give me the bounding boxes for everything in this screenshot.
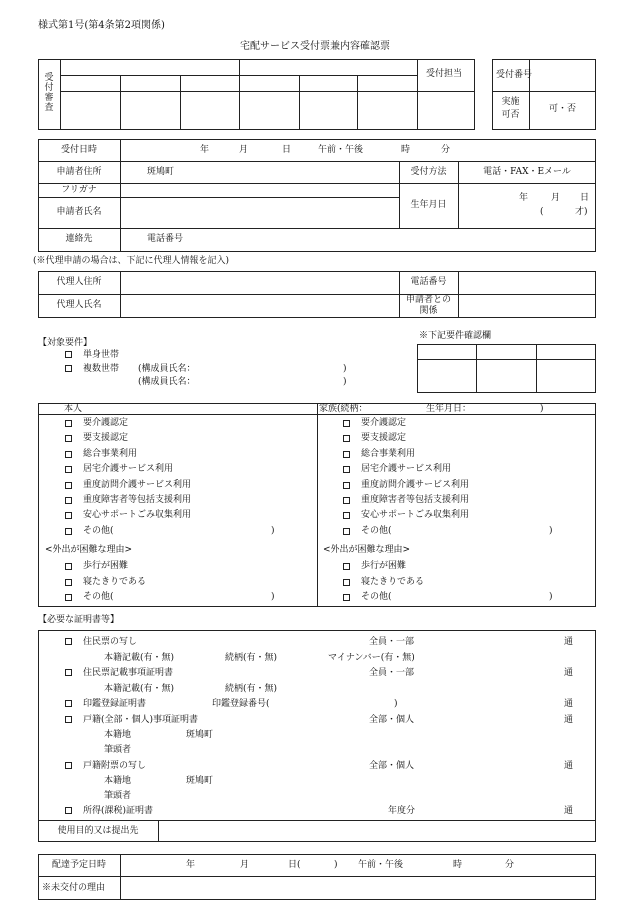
undelivered-label: ※未交付の理由 <box>42 883 106 893</box>
contact-value: 電話番号 <box>147 234 184 244</box>
certificates-title: 【必要な証明書等】 <box>38 615 120 625</box>
family-reason-item-checkbox[interactable] <box>343 563 350 570</box>
multi-household-label: 複数世帯 <box>83 364 120 374</box>
birth-year: 年 <box>519 193 529 203</box>
form-number: 様式第1号(第4条第2項関係) <box>38 20 165 31</box>
cert-resident-item-label: 住民票記載事項証明書 <box>83 668 174 678</box>
self-care-item-label: その他( <box>83 525 114 536</box>
date-day: 日 <box>282 145 292 155</box>
family-care-item-label: 総合事業利用 <box>361 448 416 459</box>
contact-label: 連絡先 <box>65 234 93 244</box>
agent-phone-label: 電話番号 <box>410 277 447 287</box>
family-care-item-close: ) <box>549 525 553 536</box>
cert-fuhyo-label: 戸籍附票の写し <box>83 761 147 771</box>
date-min: 分 <box>441 145 451 155</box>
self-care-item-label: 要支援認定 <box>83 433 129 444</box>
agent-note: (※代理申請の場合は、下記に代理人情報を記入) <box>33 256 230 266</box>
self-reason-item-label: 歩行が困難 <box>83 561 129 571</box>
family-care-item-checkbox[interactable] <box>343 435 350 442</box>
check-box-title: ※下記要件確認欄 <box>419 331 492 341</box>
date-label: 受付日時 <box>60 145 97 155</box>
cert-resident-checkbox[interactable] <box>65 638 72 645</box>
cert-koseki-scope: 全部・個人 <box>369 715 415 725</box>
self-care-item-label: 要介護認定 <box>83 418 129 428</box>
agent-name-label: 代理人氏名 <box>56 300 102 310</box>
review-vertical-label: 受付審査 <box>44 73 54 113</box>
self-care-item-label: 重度訪問介護サービス利用 <box>83 479 192 490</box>
cert-koseki-honseki-value: 斑鳩町 <box>186 730 214 740</box>
self-care-item-checkbox[interactable] <box>65 420 72 427</box>
feasible-value: 可・否 <box>548 104 576 114</box>
cert-koseki-honseki: 本籍地 <box>104 730 132 740</box>
family-care-item-label: 要支援認定 <box>361 433 407 444</box>
self-care-item-checkbox[interactable] <box>65 466 72 473</box>
self-care-item-checkbox[interactable] <box>65 482 72 489</box>
cert-fuhyo-honseki: 本籍地 <box>104 776 132 786</box>
self-care-item-label: 安心サポートごみ収集利用 <box>83 510 192 521</box>
cert-koseki-unit: 通 <box>564 715 574 725</box>
cert-resident-label: 住民票の写し <box>83 637 138 647</box>
birth-age-open: ( <box>540 207 544 217</box>
cert-koseki-head: 筆頭者 <box>104 745 132 755</box>
family-care-item-checkbox[interactable] <box>343 451 350 458</box>
cert-seal-number: 印鑑登録番号( <box>212 699 270 709</box>
feasible-label-1: 実施 <box>501 97 520 107</box>
single-household-checkbox[interactable] <box>65 351 72 358</box>
cert-fuhyo-honseki-value: 斑鳩町 <box>186 776 214 786</box>
family-care-item-checkbox[interactable] <box>343 482 350 489</box>
member-name-2: (構成員氏名： <box>138 377 196 387</box>
family-care-item-label: その他( <box>361 525 392 536</box>
family-close: ) <box>540 404 544 414</box>
self-reason-item-checkbox[interactable] <box>65 579 72 586</box>
cert-seal-label: 印鑑登録証明書 <box>83 699 147 709</box>
cert-income-checkbox[interactable] <box>65 807 72 814</box>
delivery-hour: 時 <box>453 860 463 870</box>
cert-resident-relation: 続柄(有・無) <box>225 653 278 663</box>
method-value: 電話・FAX・Eメール <box>483 167 571 177</box>
self-reason-item-label: 寝たきりである <box>83 576 147 587</box>
birth-day: 日 <box>580 193 590 203</box>
self-reason-item-label: その他( <box>83 592 114 602</box>
member-name-1-close: ) <box>343 364 347 374</box>
member-name-1: (構成員氏名： <box>138 364 196 374</box>
furigana-label: フリガナ <box>61 185 97 195</box>
address-label: 申請者住所 <box>56 167 102 177</box>
cert-seal-checkbox[interactable] <box>65 700 72 707</box>
family-care-item-label: 重度障害者等包括支援利用 <box>361 495 470 505</box>
delivery-min: 分 <box>505 860 515 870</box>
delivery-month: 月 <box>240 860 250 870</box>
family-care-item-checkbox[interactable] <box>343 497 350 504</box>
cert-income-unit: 通 <box>564 806 574 816</box>
family-care-item-checkbox[interactable] <box>343 420 350 427</box>
cert-fuhyo-head: 筆頭者 <box>104 791 132 801</box>
birth-label: 生年月日 <box>410 200 447 210</box>
agent-relation-label-1: 申請者との <box>405 295 451 305</box>
self-care-item-checkbox[interactable] <box>65 435 72 442</box>
family-care-item-label: 居宅介護サービス利用 <box>361 464 452 475</box>
date-hour: 時 <box>401 145 411 155</box>
self-reason-title: <外出が困難な理由> <box>45 545 133 555</box>
multi-household-checkbox[interactable] <box>65 365 72 372</box>
family-reason-item-checkbox[interactable] <box>343 594 350 601</box>
cert-resident-honseki: 本籍記載(有・無) <box>104 653 175 663</box>
self-care-item-label: 居宅介護サービス利用 <box>83 464 174 475</box>
feasible-label-2: 可否 <box>501 110 520 120</box>
self-reason-item-close: ) <box>271 592 275 602</box>
cert-resident-item-honseki: 本籍記載(有・無) <box>104 684 175 694</box>
cert-seal-close: ) <box>394 699 398 709</box>
family-care-item-checkbox[interactable] <box>343 466 350 473</box>
birth-month: 月 <box>551 193 561 203</box>
family-care-item-label: 重度訪問介護サービス利用 <box>361 479 470 490</box>
self-care-item-checkbox[interactable] <box>65 512 72 519</box>
receipt-no-label: 受付番号 <box>496 70 533 80</box>
date-ampm: 午前・午後 <box>318 145 364 155</box>
family-label: 家族(続柄： <box>319 404 368 414</box>
purpose-label: 使用目的又は提出先 <box>57 826 139 836</box>
self-reason-item-checkbox[interactable] <box>65 563 72 570</box>
self-label: 本人 <box>64 404 83 414</box>
name-label: 申請者氏名 <box>56 207 102 217</box>
self-care-item-label: 総合事業利用 <box>83 448 138 459</box>
requirements-title: 【対象要件】 <box>38 338 93 348</box>
cert-koseki-label: 戸籍(全部・個人)事項証明書 <box>83 715 199 725</box>
self-reason-item-checkbox[interactable] <box>65 594 72 601</box>
date-year: 年 <box>200 145 210 155</box>
family-reason-title: <外出が困難な理由> <box>323 545 411 555</box>
self-care-item-checkbox[interactable] <box>65 528 72 535</box>
cert-resident-unit: 通 <box>564 637 574 647</box>
cert-resident-item-scope: 全員・一部 <box>369 668 415 678</box>
cert-resident-item-relation: 続柄(有・無) <box>225 684 278 694</box>
address-value: 斑鳩町 <box>147 167 175 177</box>
delivery-label: 配達予定日時 <box>51 860 106 870</box>
cert-resident-mynumber: マイナンバー(有・無) <box>328 653 415 663</box>
cert-income-scope: 年度分 <box>388 806 416 816</box>
cert-fuhyo-scope: 全部・個人 <box>369 761 415 771</box>
cert-seal-unit: 通 <box>564 699 574 709</box>
self-care-item-close: ) <box>271 525 275 536</box>
self-care-item-checkbox[interactable] <box>65 497 72 504</box>
agent-address-label: 代理人住所 <box>56 277 102 287</box>
family-care-item-label: 要介護認定 <box>361 418 407 428</box>
date-month: 月 <box>239 145 249 155</box>
family-reason-item-checkbox[interactable] <box>343 579 350 586</box>
cert-income-label: 所得(課税)証明書 <box>83 806 154 816</box>
birth-age: 才) <box>575 207 588 217</box>
form-title: 宅配サービス受付票兼内容確認票 <box>240 41 390 52</box>
family-reason-item-close: ) <box>549 592 553 602</box>
cert-resident-scope: 全員・一部 <box>369 637 415 647</box>
staff-label: 受付担当 <box>426 69 463 79</box>
self-care-item-label: 重度障害者等包括支援利用 <box>83 495 192 505</box>
delivery-day-close: ) <box>334 860 338 870</box>
family-reason-item-label: 寝たきりである <box>361 576 425 587</box>
delivery-day: 日( <box>288 860 301 870</box>
family-care-item-checkbox[interactable] <box>343 528 350 535</box>
family-reason-item-label: その他( <box>361 592 392 602</box>
family-birth-label: 生年月日： <box>426 404 472 414</box>
single-household-label: 単身世帯 <box>83 350 120 360</box>
delivery-year: 年 <box>186 860 196 870</box>
method-label: 受付方法 <box>410 167 447 177</box>
family-care-item-checkbox[interactable] <box>343 512 350 519</box>
cert-resident-item-unit: 通 <box>564 668 574 678</box>
cert-resident-item-checkbox[interactable] <box>65 669 72 676</box>
member-name-2-close: ) <box>343 377 347 387</box>
family-care-item-label: 安心サポートごみ収集利用 <box>361 510 470 521</box>
family-reason-item-label: 歩行が困難 <box>361 561 407 571</box>
cert-fuhyo-unit: 通 <box>564 761 574 771</box>
self-care-item-checkbox[interactable] <box>65 451 72 458</box>
agent-relation-label-2: 関係 <box>419 306 438 316</box>
cert-koseki-checkbox[interactable] <box>65 716 72 723</box>
delivery-ampm: 午前・午後 <box>358 860 404 870</box>
cert-fuhyo-checkbox[interactable] <box>65 762 72 769</box>
